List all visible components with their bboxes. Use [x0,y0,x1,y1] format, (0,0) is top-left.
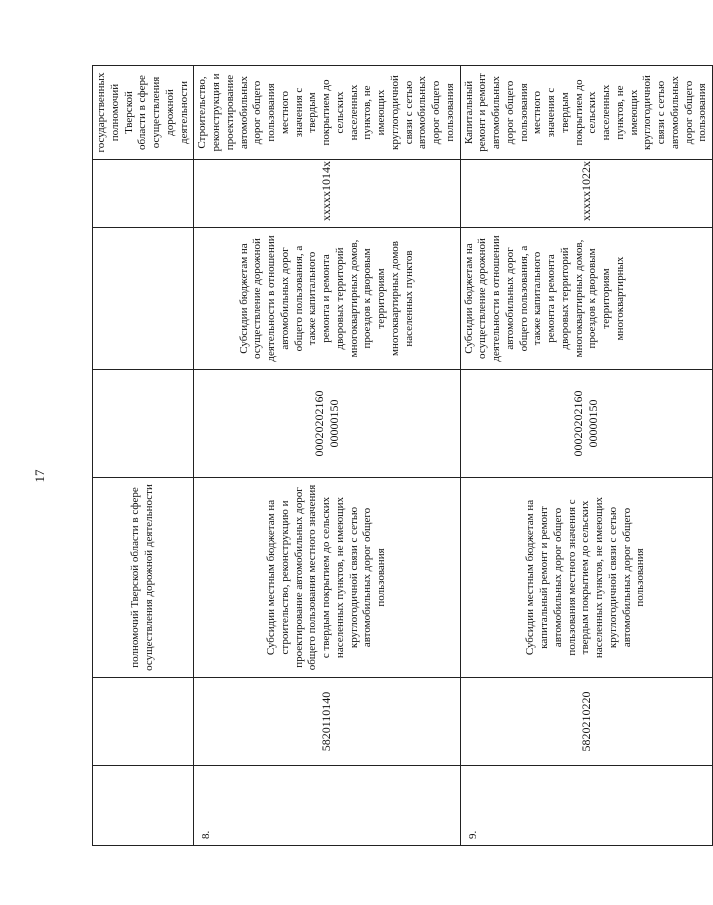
table-cell [93,766,194,846]
row-name: Субсидии местным бюджетам на строительство, реконструкцию и проектирование автомобильных дорог общего пользования местного значения с твердым покрытием до сельских населенных пунктов, не имеющих круглогодичной связи с сетью автомобильных дорог общего пользования [194,478,460,678]
row-purpose: Субсидии бюджетам на осуществление дорожной деятельности в отношении автомобильных дорог общего пользования, а также капитального ремонта и ремонта дворовых территорий многоквартирных домов, проездов к дворовым территориям многоквартирных [460,228,713,370]
row-code2: xxxxx1014x [194,160,460,228]
row-number: 9. [460,766,713,846]
table-cell: полномочий Тверской области в сфере осуществления дорожной деятельности [93,478,194,678]
rotated-table-wrapper [92,66,709,846]
table-cell: государственных полномочий Тверской области в сфере осуществления дорожной деятельности [93,66,194,160]
table-row [460,66,713,846]
row-code: 5820210220 [460,678,713,766]
row-code2: xxxxx1022x [460,160,713,228]
row-code: 5820110140 [194,678,460,766]
table-row-continuation [93,66,194,846]
row-budget-code: 00020202160 00000150 [460,370,713,478]
subsidy-table [92,65,713,846]
table-cell [93,370,194,478]
row-description: Строительство, реконструкция и проектирование автомобильных дорог общего пользования местного значения с твердым покрытием до сельских населенных пунктов, не имеющих круглогодичной связи с сетью автомобильных дорог общего пользования [194,66,460,160]
page-number: 17 [32,469,47,483]
row-purpose: Субсидии бюджетам на осуществление дорожной деятельности в отношении автомобильных дорог общего пользования, а также капитального ремонта и ремонта дворовых территорий многоквартирных домов, проездов к дворовым территориям многоквартирных домов населенных пунктов [194,228,460,370]
table-cell [93,160,194,228]
table-row [194,66,460,846]
row-description: Капитальный ремонт и ремонт автомобильных дорог общего пользования местного значения с твердым покрытием до сельских населенных пунктов, не имеющих круглогодичной связи с сетью автомобильных дорог общего пользования [460,66,713,160]
row-budget-code: 00020202160 00000150 [194,370,460,478]
row-name: Субсидии местным бюджетам на капитальный ремонт и ремонт автомобильных дорог общего пользования местного значения с твердым покрытием до сельских населенных пунктов, не имеющих круглогодичной связи с сетью автомобильных дорог общего пользования [460,478,713,678]
table-cell [93,678,194,766]
row-number: 8. [194,766,460,846]
table-cell [93,228,194,370]
